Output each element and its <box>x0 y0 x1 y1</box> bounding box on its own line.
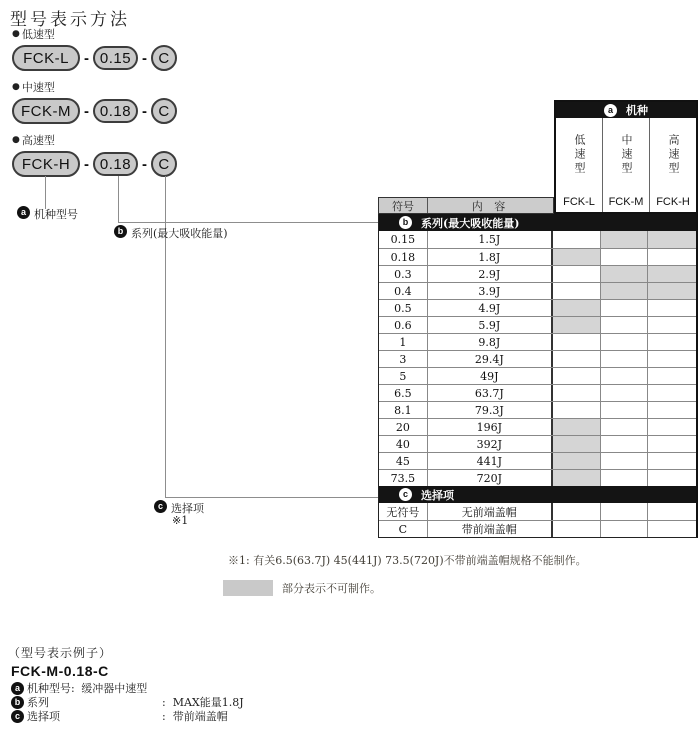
machine-column-model: FCK-L <box>563 196 595 208</box>
bullet-icon: ● <box>12 81 20 92</box>
availability-dot-cell <box>601 334 649 350</box>
model-group-medium-speed <box>12 79 177 125</box>
dash-separator: - <box>142 102 147 120</box>
table-row <box>379 418 696 435</box>
dash-separator: - <box>84 49 89 67</box>
example-rows <box>11 681 244 723</box>
availability-dot-cell <box>601 453 649 469</box>
symbol-cell: 20 <box>379 419 428 435</box>
table-row <box>379 265 696 282</box>
symbol-cell: 0.5 <box>379 300 428 316</box>
machine-column-medium <box>603 118 650 212</box>
availability-dot-cell <box>648 368 696 384</box>
badge-b: b <box>11 696 24 709</box>
table-row <box>379 367 696 384</box>
symbol-cell: 0.4 <box>379 283 428 299</box>
availability-dot-cell <box>601 503 649 520</box>
symbol-cell: 0.6 <box>379 317 428 333</box>
availability-dot-cell <box>601 436 649 452</box>
example-value: 缓冲器中速型 <box>81 682 148 695</box>
unavailable-cell <box>648 231 696 248</box>
symbol-cell: 45 <box>379 453 428 469</box>
symbol-cell: 0.18 <box>379 249 428 265</box>
series-code-pill: 0.15 <box>93 46 138 70</box>
pointer-series <box>114 225 228 241</box>
connector-line <box>118 222 378 223</box>
badge-c: c <box>399 488 412 501</box>
symbol-cell: 0.3 <box>379 266 428 282</box>
availability-dot-cell <box>601 521 649 537</box>
example-row-machine <box>11 681 244 695</box>
pointer-label: 选择项 <box>171 502 204 515</box>
content-cell: 441J <box>428 453 553 469</box>
example-heading: （型号表示例子） <box>8 646 113 660</box>
machine-column-vertical-label: 高速型 <box>667 134 680 176</box>
option-section-row <box>379 486 696 503</box>
example-label: 机种型号: <box>27 682 79 695</box>
model-prefix-pill: FCK-H <box>12 151 80 177</box>
table-row <box>379 435 696 452</box>
content-cell: 9.8J <box>428 334 553 350</box>
connector-line <box>45 176 46 209</box>
unavailable-cell <box>553 453 601 469</box>
legend <box>223 580 381 596</box>
gray-swatch <box>223 580 273 596</box>
model-code-pills <box>12 97 177 125</box>
availability-dot-cell <box>648 503 696 520</box>
availability-dot-cell <box>601 249 649 265</box>
unavailable-cell <box>553 470 601 486</box>
unavailable-cell <box>553 317 601 333</box>
symbol-cell: 0.15 <box>379 231 428 248</box>
availability-dot-cell <box>648 334 696 350</box>
machine-column-model: FCK-M <box>608 196 644 208</box>
content-cell: 2.9J <box>428 266 553 282</box>
connector-line <box>118 176 119 222</box>
model-group-high-speed <box>12 132 177 178</box>
content-header: 内 容 <box>471 199 510 213</box>
content-cell: 3.9J <box>428 283 553 299</box>
unavailable-cell <box>553 419 601 435</box>
series-code-pill: 0.18 <box>93 99 138 123</box>
group-label-text: 低速型 <box>21 28 55 41</box>
model-prefix-pill: FCK-L <box>12 45 80 71</box>
page-title: 型号表示方法 <box>10 10 130 30</box>
table-row <box>379 350 696 367</box>
machine-column-vertical-label: 中速型 <box>620 134 633 176</box>
dash-separator: - <box>142 49 147 67</box>
dash-separator: - <box>142 155 147 173</box>
content-cell: 29.4J <box>428 351 553 367</box>
legend-text: 部分表示不可制作。 <box>282 582 381 595</box>
bullet-icon: ● <box>12 28 20 39</box>
content-cell: 720J <box>428 470 553 486</box>
unavailable-cell <box>553 249 601 265</box>
badge-c: c <box>11 710 24 723</box>
availability-dot-cell <box>601 385 649 401</box>
unavailable-cell <box>601 231 649 248</box>
group-label <box>12 132 177 148</box>
symbol-header: 符号 <box>379 198 428 213</box>
bullet-icon: ● <box>12 134 20 145</box>
model-code-pills <box>12 150 177 178</box>
availability-dot-cell <box>553 231 601 248</box>
availability-dot-cell <box>553 521 601 537</box>
footnote-1: ※1: 有关6.5(63.7J) 45(441J) 73.5(720J)不带前端盖帽规格不能制作。 <box>228 554 587 567</box>
table-row <box>379 469 696 486</box>
content-cell: 1.8J <box>428 249 553 265</box>
availability-dot-cell <box>553 503 601 520</box>
availability-dot-cell <box>648 351 696 367</box>
series-code-pill: 0.18 <box>93 152 138 176</box>
unavailable-cell <box>601 266 649 282</box>
group-label <box>12 79 177 95</box>
availability-dot-cell <box>648 419 696 435</box>
availability-dot-cell <box>601 402 649 418</box>
badge-b: b <box>399 216 412 229</box>
availability-dot-cell <box>601 368 649 384</box>
symbol-cell: 3 <box>379 351 428 367</box>
table-row <box>379 520 696 537</box>
content-cell: 带前端盖帽 <box>428 521 553 537</box>
group-label <box>12 26 177 42</box>
availability-dot-cell <box>648 300 696 316</box>
unavailable-cell <box>648 266 696 282</box>
content-cell: 4.9J <box>428 300 553 316</box>
group-label-text: 高速型 <box>21 134 55 147</box>
example-row-option <box>11 709 244 723</box>
content-cell: 196J <box>428 419 553 435</box>
content-cell: 392J <box>428 436 553 452</box>
option-code-pill: C <box>151 98 177 124</box>
symbol-cell: 5 <box>379 368 428 384</box>
availability-dot-cell <box>553 402 601 418</box>
symbol-cell: 73.5 <box>379 470 428 486</box>
availability-dot-cell <box>648 521 696 537</box>
symbol-cell: 40 <box>379 436 428 452</box>
example-value: : 带前端盖帽 <box>162 710 228 723</box>
machine-column-low <box>556 118 603 212</box>
table-row <box>379 316 696 333</box>
content-cell: 79.3J <box>428 402 553 418</box>
example-label: 系列 <box>27 696 49 709</box>
availability-dot-cell <box>648 402 696 418</box>
note-reference: ※1 <box>172 514 189 527</box>
option-section-label: 选择项 <box>421 488 454 502</box>
table-row <box>379 299 696 316</box>
badge-c: c <box>154 500 167 513</box>
badge-a: a <box>604 104 617 117</box>
series-rows <box>379 231 696 486</box>
machine-column-vertical-label: 低速型 <box>573 134 586 176</box>
unavailable-cell <box>648 283 696 299</box>
badge-a: a <box>11 682 24 695</box>
table-row <box>379 384 696 401</box>
symbol-cell: 1 <box>379 334 428 350</box>
model-prefix-pill: FCK-M <box>12 98 80 124</box>
machine-column-high <box>650 118 696 212</box>
unavailable-cell <box>601 283 649 299</box>
availability-dot-cell <box>553 334 601 350</box>
pointer-machine-model <box>17 206 78 222</box>
availability-dot-cell <box>601 351 649 367</box>
option-code-pill: C <box>151 45 177 71</box>
example-label: 选择项 <box>27 710 60 723</box>
table-row <box>379 401 696 418</box>
availability-dot-cell <box>648 453 696 469</box>
pointer-label: 系列(最大吸收能量) <box>131 227 228 240</box>
machine-section-label: 机种 <box>626 104 648 117</box>
availability-dot-cell <box>553 283 601 299</box>
availability-dot-cell <box>601 419 649 435</box>
availability-dot-cell <box>648 470 696 486</box>
connector-line <box>165 497 378 498</box>
example-row-series <box>11 695 244 709</box>
content-cell: 无前端盖帽 <box>428 503 553 520</box>
availability-dot-cell <box>553 385 601 401</box>
model-group-low-speed <box>12 26 177 72</box>
example-model-number: FCK-M-0.18-C <box>11 663 109 679</box>
availability-dot-cell <box>648 317 696 333</box>
availability-dot-cell <box>553 351 601 367</box>
table-row <box>379 231 696 248</box>
example-value: : MAX能量1.8J <box>162 696 244 709</box>
model-code-pills <box>12 44 177 72</box>
content-cell: 5.9J <box>428 317 553 333</box>
symbol-cell: C <box>379 521 428 537</box>
badge-b: b <box>114 225 127 238</box>
content-cell: 1.5J <box>428 231 553 248</box>
availability-dot-cell <box>648 249 696 265</box>
symbol-cell: 无符号 <box>379 503 428 520</box>
dash-separator: - <box>84 155 89 173</box>
option-code-pill: C <box>151 151 177 177</box>
availability-dot-cell <box>648 436 696 452</box>
table-row <box>379 248 696 265</box>
compatibility-table <box>378 214 698 538</box>
availability-dot-cell <box>648 385 696 401</box>
content-cell: 49J <box>428 368 553 384</box>
machine-section-bar <box>556 102 696 118</box>
unavailable-cell <box>553 300 601 316</box>
table-row <box>379 333 696 350</box>
group-label-text: 中速型 <box>21 81 55 94</box>
availability-dot-cell <box>601 470 649 486</box>
series-section-label: 系列(最大吸收能量) <box>421 216 520 230</box>
machine-columns <box>556 118 696 212</box>
availability-dot-cell <box>601 317 649 333</box>
badge-a: a <box>17 206 30 219</box>
symbol-cell: 6.5 <box>379 385 428 401</box>
option-rows <box>379 503 696 537</box>
machine-type-header <box>554 100 698 214</box>
availability-dot-cell <box>601 300 649 316</box>
table-row <box>379 503 696 520</box>
table-header-row <box>378 197 554 214</box>
availability-dot-cell <box>553 368 601 384</box>
dash-separator: - <box>84 102 89 120</box>
machine-column-model: FCK-H <box>656 196 690 208</box>
table-row <box>379 452 696 469</box>
content-cell: 63.7J <box>428 385 553 401</box>
table-row <box>379 282 696 299</box>
series-section-row <box>379 214 696 231</box>
pointer-label: 机种型号 <box>34 208 78 221</box>
unavailable-cell <box>553 436 601 452</box>
symbol-cell: 8.1 <box>379 402 428 418</box>
availability-dot-cell <box>553 266 601 282</box>
